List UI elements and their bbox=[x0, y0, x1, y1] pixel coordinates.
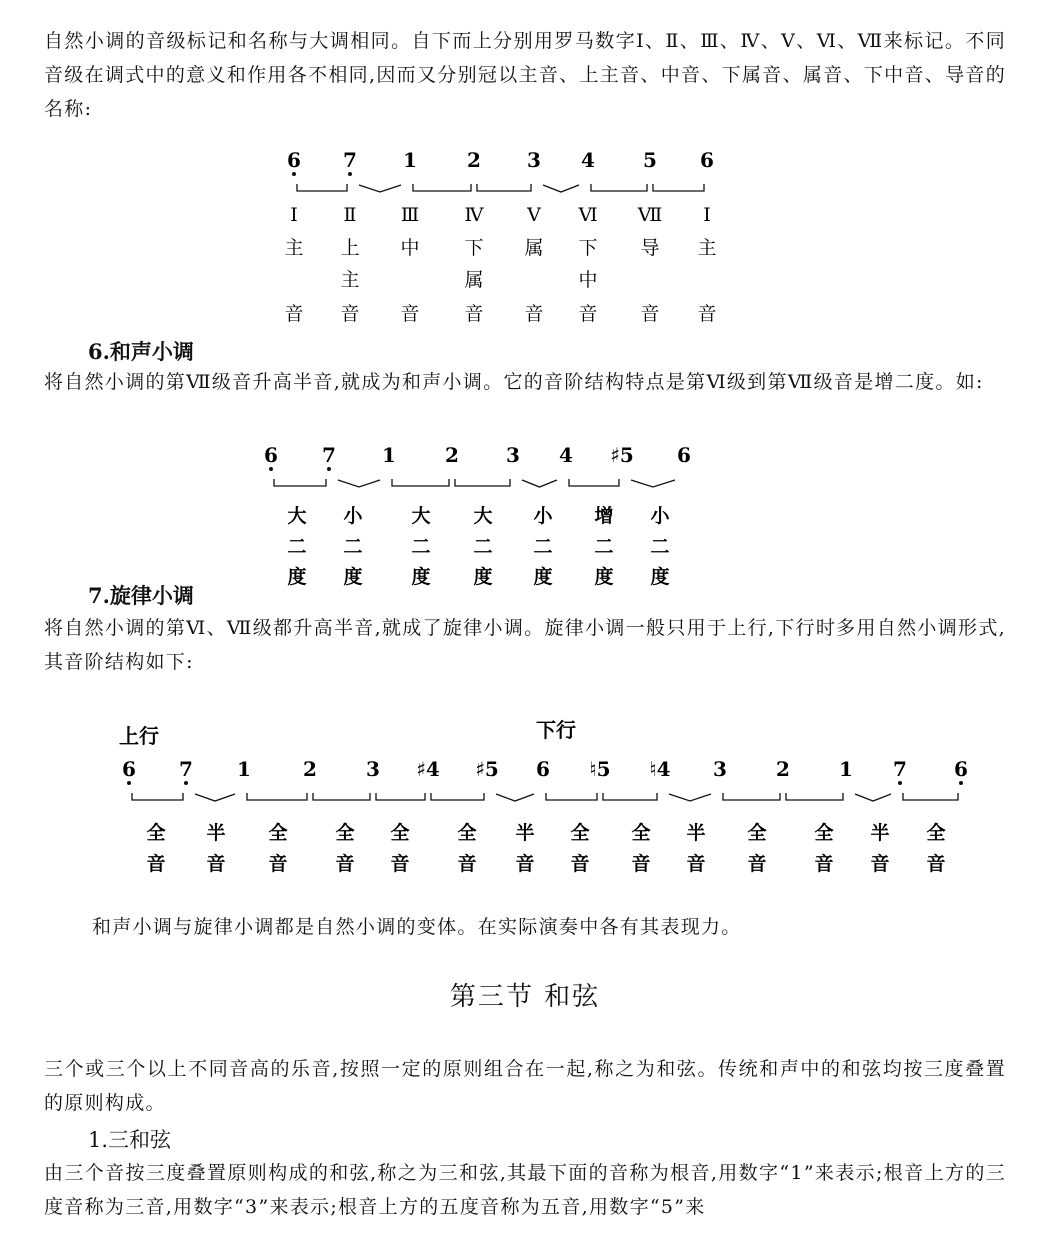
whole-step-bracket bbox=[546, 793, 597, 800]
interval-name-char: 大 bbox=[287, 505, 307, 527]
step-size-char: 音 bbox=[686, 853, 706, 875]
interval-name-char: 度 bbox=[287, 566, 307, 588]
whole-step-bracket bbox=[376, 793, 425, 800]
scale-note: 1 bbox=[403, 148, 417, 172]
interval-name-char: 二 bbox=[411, 536, 431, 558]
interval-name-char: 大 bbox=[473, 505, 493, 527]
interval-name-char: 二 bbox=[473, 536, 493, 558]
degree-name-char: 主 bbox=[284, 237, 304, 259]
degree-name-char: 属 bbox=[524, 237, 544, 259]
scale-note: 6 bbox=[287, 148, 301, 172]
interval-name-char: 小 bbox=[343, 505, 363, 527]
scale-note: ♮4 bbox=[649, 757, 671, 781]
whole-step-bracket bbox=[903, 793, 958, 800]
intro-paragraph: 自然小调的音级标记和名称与大调相同。自下而上分别用罗马数字Ⅰ、Ⅱ、Ⅲ、Ⅳ、Ⅴ、Ⅵ、Ⅶ来标记。不同音级在调式中的意义和作用各不相同,因而又分别冠以主音、上主音、中音、下属音、属音、下中音、导音的名称: bbox=[44, 30, 1006, 120]
scale-note: 3 bbox=[366, 757, 380, 781]
melodic-minor-heading: 7.旋律小调 bbox=[88, 583, 194, 608]
half-step-connector bbox=[631, 480, 675, 487]
whole-step-bracket bbox=[591, 184, 647, 191]
variants-paragraph: 和声小调与旋律小调都是自然小调的变体。在实际演奏中各有其表现力。 bbox=[92, 916, 742, 938]
low-octave-dot bbox=[348, 172, 352, 176]
harmonic-minor-heading: 6.和声小调 bbox=[88, 339, 194, 364]
half-step-connector bbox=[338, 480, 380, 487]
interval-name-char: 二 bbox=[343, 536, 363, 558]
degree-name-char: 主 bbox=[697, 237, 717, 259]
step-size-char: 音 bbox=[515, 853, 535, 875]
harmonic-minor-paragraph: 将自然小调的第Ⅶ级音升高半音,就成为和声小调。它的音阶结构特点是第Ⅵ级到第Ⅶ级音是增二度。如: bbox=[44, 371, 984, 393]
low-octave-dot bbox=[127, 781, 131, 785]
half-step-connector bbox=[543, 185, 579, 192]
degree-name-char: 音 bbox=[697, 303, 717, 325]
half-step-connector bbox=[669, 794, 711, 801]
whole-step-bracket bbox=[413, 184, 471, 191]
step-size-char: 全 bbox=[146, 822, 166, 844]
half-step-connector bbox=[522, 480, 557, 487]
step-size-char: 全 bbox=[268, 822, 288, 844]
step-size-char: 全 bbox=[631, 822, 651, 844]
step-size-char: 半 bbox=[686, 822, 706, 844]
degree-name-char: 音 bbox=[524, 303, 544, 325]
step-size-char: 全 bbox=[335, 822, 355, 844]
step-size-char: 全 bbox=[814, 822, 834, 844]
step-size-char: 全 bbox=[926, 822, 946, 844]
scale-note: 6 bbox=[700, 148, 714, 172]
step-size-char: 半 bbox=[515, 822, 535, 844]
degree-name-char: 下 bbox=[464, 237, 484, 259]
step-size-char: 全 bbox=[747, 822, 767, 844]
half-step-connector bbox=[855, 794, 891, 801]
whole-step-bracket bbox=[313, 793, 370, 800]
interval-name-char: 度 bbox=[473, 566, 493, 588]
degree-name-char: 上 bbox=[340, 237, 360, 259]
scale-note: 2 bbox=[445, 443, 459, 467]
interval-name-char: 增 bbox=[594, 505, 614, 527]
scale-note: 6 bbox=[677, 443, 691, 467]
step-size-char: 全 bbox=[570, 822, 590, 844]
scale-note: 4 bbox=[581, 148, 595, 172]
step-size-char: 音 bbox=[631, 853, 651, 875]
low-octave-dot bbox=[269, 467, 273, 471]
step-size-char: 音 bbox=[268, 853, 288, 875]
degree-name-char: 属 bbox=[464, 269, 484, 291]
descending-label: 下行 bbox=[536, 718, 576, 742]
step-size-char: 音 bbox=[570, 853, 590, 875]
degree-name-char: 导 bbox=[640, 237, 660, 259]
scale-note: ♯4 bbox=[416, 757, 440, 781]
scale-note: 7 bbox=[343, 148, 357, 172]
interval-name-char: 二 bbox=[650, 536, 670, 558]
degree-name-char: 主 bbox=[340, 269, 360, 291]
scale-note: 6 bbox=[122, 757, 136, 781]
interval-name-char: 度 bbox=[594, 566, 614, 588]
roman-numeral: Ⅴ bbox=[527, 204, 541, 226]
step-size-char: 全 bbox=[390, 822, 410, 844]
half-step-connector bbox=[195, 794, 235, 801]
roman-numeral: Ⅱ bbox=[343, 204, 357, 226]
half-step-connector bbox=[359, 185, 401, 192]
scale-note: 6 bbox=[954, 757, 968, 781]
whole-step-bracket bbox=[297, 184, 347, 191]
harmonic-minor-scale bbox=[264, 443, 691, 588]
scale-note: ♮5 bbox=[589, 757, 611, 781]
interval-name-char: 二 bbox=[287, 536, 307, 558]
scale-note: 1 bbox=[382, 443, 396, 467]
whole-step-bracket bbox=[247, 793, 307, 800]
degree-name-char: 音 bbox=[640, 303, 660, 325]
whole-step-bracket bbox=[132, 793, 183, 800]
step-size-char: 音 bbox=[814, 853, 834, 875]
step-size-char: 音 bbox=[747, 853, 767, 875]
low-octave-dot bbox=[184, 781, 188, 785]
interval-name-char: 度 bbox=[533, 566, 553, 588]
degree-name-char: 中 bbox=[578, 269, 598, 291]
scale-note: 4 bbox=[559, 443, 573, 467]
step-size-char: 音 bbox=[390, 853, 410, 875]
degree-name-char: 中 bbox=[400, 237, 420, 259]
step-size-char: 全 bbox=[457, 822, 477, 844]
degree-name-char: 音 bbox=[340, 303, 360, 325]
scale-note: 6 bbox=[264, 443, 278, 467]
scale-note: ♯5 bbox=[475, 757, 499, 781]
low-octave-dot bbox=[327, 467, 331, 471]
whole-step-bracket bbox=[653, 184, 704, 191]
degree-name-char: 音 bbox=[400, 303, 420, 325]
interval-name-char: 度 bbox=[650, 566, 670, 588]
degree-name-char: 音 bbox=[578, 303, 598, 325]
half-step-connector bbox=[496, 794, 534, 801]
interval-name-char: 二 bbox=[594, 536, 614, 558]
scale-note: 2 bbox=[776, 757, 790, 781]
whole-step-bracket bbox=[431, 793, 484, 800]
low-octave-dot bbox=[898, 781, 902, 785]
scale-note: ♯5 bbox=[610, 443, 634, 467]
chord-definition-paragraph: 三个或三个以上不同音高的乐音,按照一定的原则组合在一起,称之为和弦。传统和声中的和弦均按三度叠置的原则构成。 bbox=[44, 1058, 1006, 1114]
scale-note: 2 bbox=[303, 757, 317, 781]
roman-numeral: Ⅳ bbox=[464, 204, 484, 226]
step-size-char: 半 bbox=[870, 822, 890, 844]
step-size-char: 音 bbox=[146, 853, 166, 875]
natural-minor-scale bbox=[284, 148, 716, 325]
degree-name-char: 音 bbox=[284, 303, 304, 325]
roman-numeral: Ⅲ bbox=[400, 204, 420, 226]
low-octave-dot bbox=[959, 781, 963, 785]
step-size-char: 音 bbox=[926, 853, 946, 875]
ascending-label: 上行 bbox=[119, 724, 159, 748]
step-size-char: 音 bbox=[335, 853, 355, 875]
whole-step-bracket bbox=[477, 184, 531, 191]
scale-note: 7 bbox=[179, 757, 193, 781]
whole-step-bracket bbox=[603, 793, 657, 800]
scale-note: 3 bbox=[506, 443, 520, 467]
interval-name-char: 二 bbox=[533, 536, 553, 558]
roman-numeral: Ⅰ bbox=[703, 204, 711, 226]
degree-name-char: 音 bbox=[464, 303, 484, 325]
interval-name-char: 小 bbox=[650, 505, 670, 527]
step-size-char: 音 bbox=[457, 853, 477, 875]
degree-name-char: 下 bbox=[578, 237, 598, 259]
roman-numeral: Ⅶ bbox=[637, 204, 663, 226]
low-octave-dot bbox=[292, 172, 296, 176]
step-size-char: 音 bbox=[206, 853, 226, 875]
whole-step-bracket bbox=[392, 479, 449, 486]
scale-note: 2 bbox=[467, 148, 481, 172]
melodic-minor-paragraph: 将自然小调的第Ⅵ、Ⅶ级都升高半音,就成了旋律小调。旋律小调一般只用于上行,下行时多用自然小调形式,其音阶结构如下: bbox=[44, 617, 1006, 673]
section-title: 第三节 和弦 bbox=[449, 982, 601, 1012]
whole-step-bracket bbox=[274, 479, 326, 486]
whole-step-bracket bbox=[723, 793, 780, 800]
step-size-char: 半 bbox=[206, 822, 226, 844]
melodic-minor-scale bbox=[119, 718, 968, 875]
scale-note: 5 bbox=[643, 148, 657, 172]
scale-note: 7 bbox=[322, 443, 336, 467]
whole-step-bracket bbox=[786, 793, 843, 800]
interval-name-char: 大 bbox=[411, 505, 431, 527]
roman-numeral: Ⅰ bbox=[290, 204, 298, 226]
interval-name-char: 小 bbox=[533, 505, 553, 527]
scale-note: 7 bbox=[893, 757, 907, 781]
interval-name-char: 度 bbox=[343, 566, 363, 588]
step-size-char: 音 bbox=[870, 853, 890, 875]
triad-paragraph: 由三个音按三度叠置原则构成的和弦,称之为三和弦,其最下面的音称为根音,用数字“1”来表示;根音上方的三度音称为三音,用数字“3”来表示;根音上方的五度音称为五音,用数字“5”来 bbox=[44, 1162, 1006, 1218]
scale-note: 6 bbox=[536, 757, 550, 781]
scale-note: 3 bbox=[527, 148, 541, 172]
scale-note: 1 bbox=[237, 757, 251, 781]
scale-note: 3 bbox=[713, 757, 727, 781]
roman-numeral: Ⅵ bbox=[578, 204, 598, 226]
whole-step-bracket bbox=[569, 479, 619, 486]
triad-heading: 1.三和弦 bbox=[88, 1128, 172, 1152]
whole-step-bracket bbox=[455, 479, 510, 486]
scale-note: 1 bbox=[839, 757, 853, 781]
interval-name-char: 度 bbox=[411, 566, 431, 588]
